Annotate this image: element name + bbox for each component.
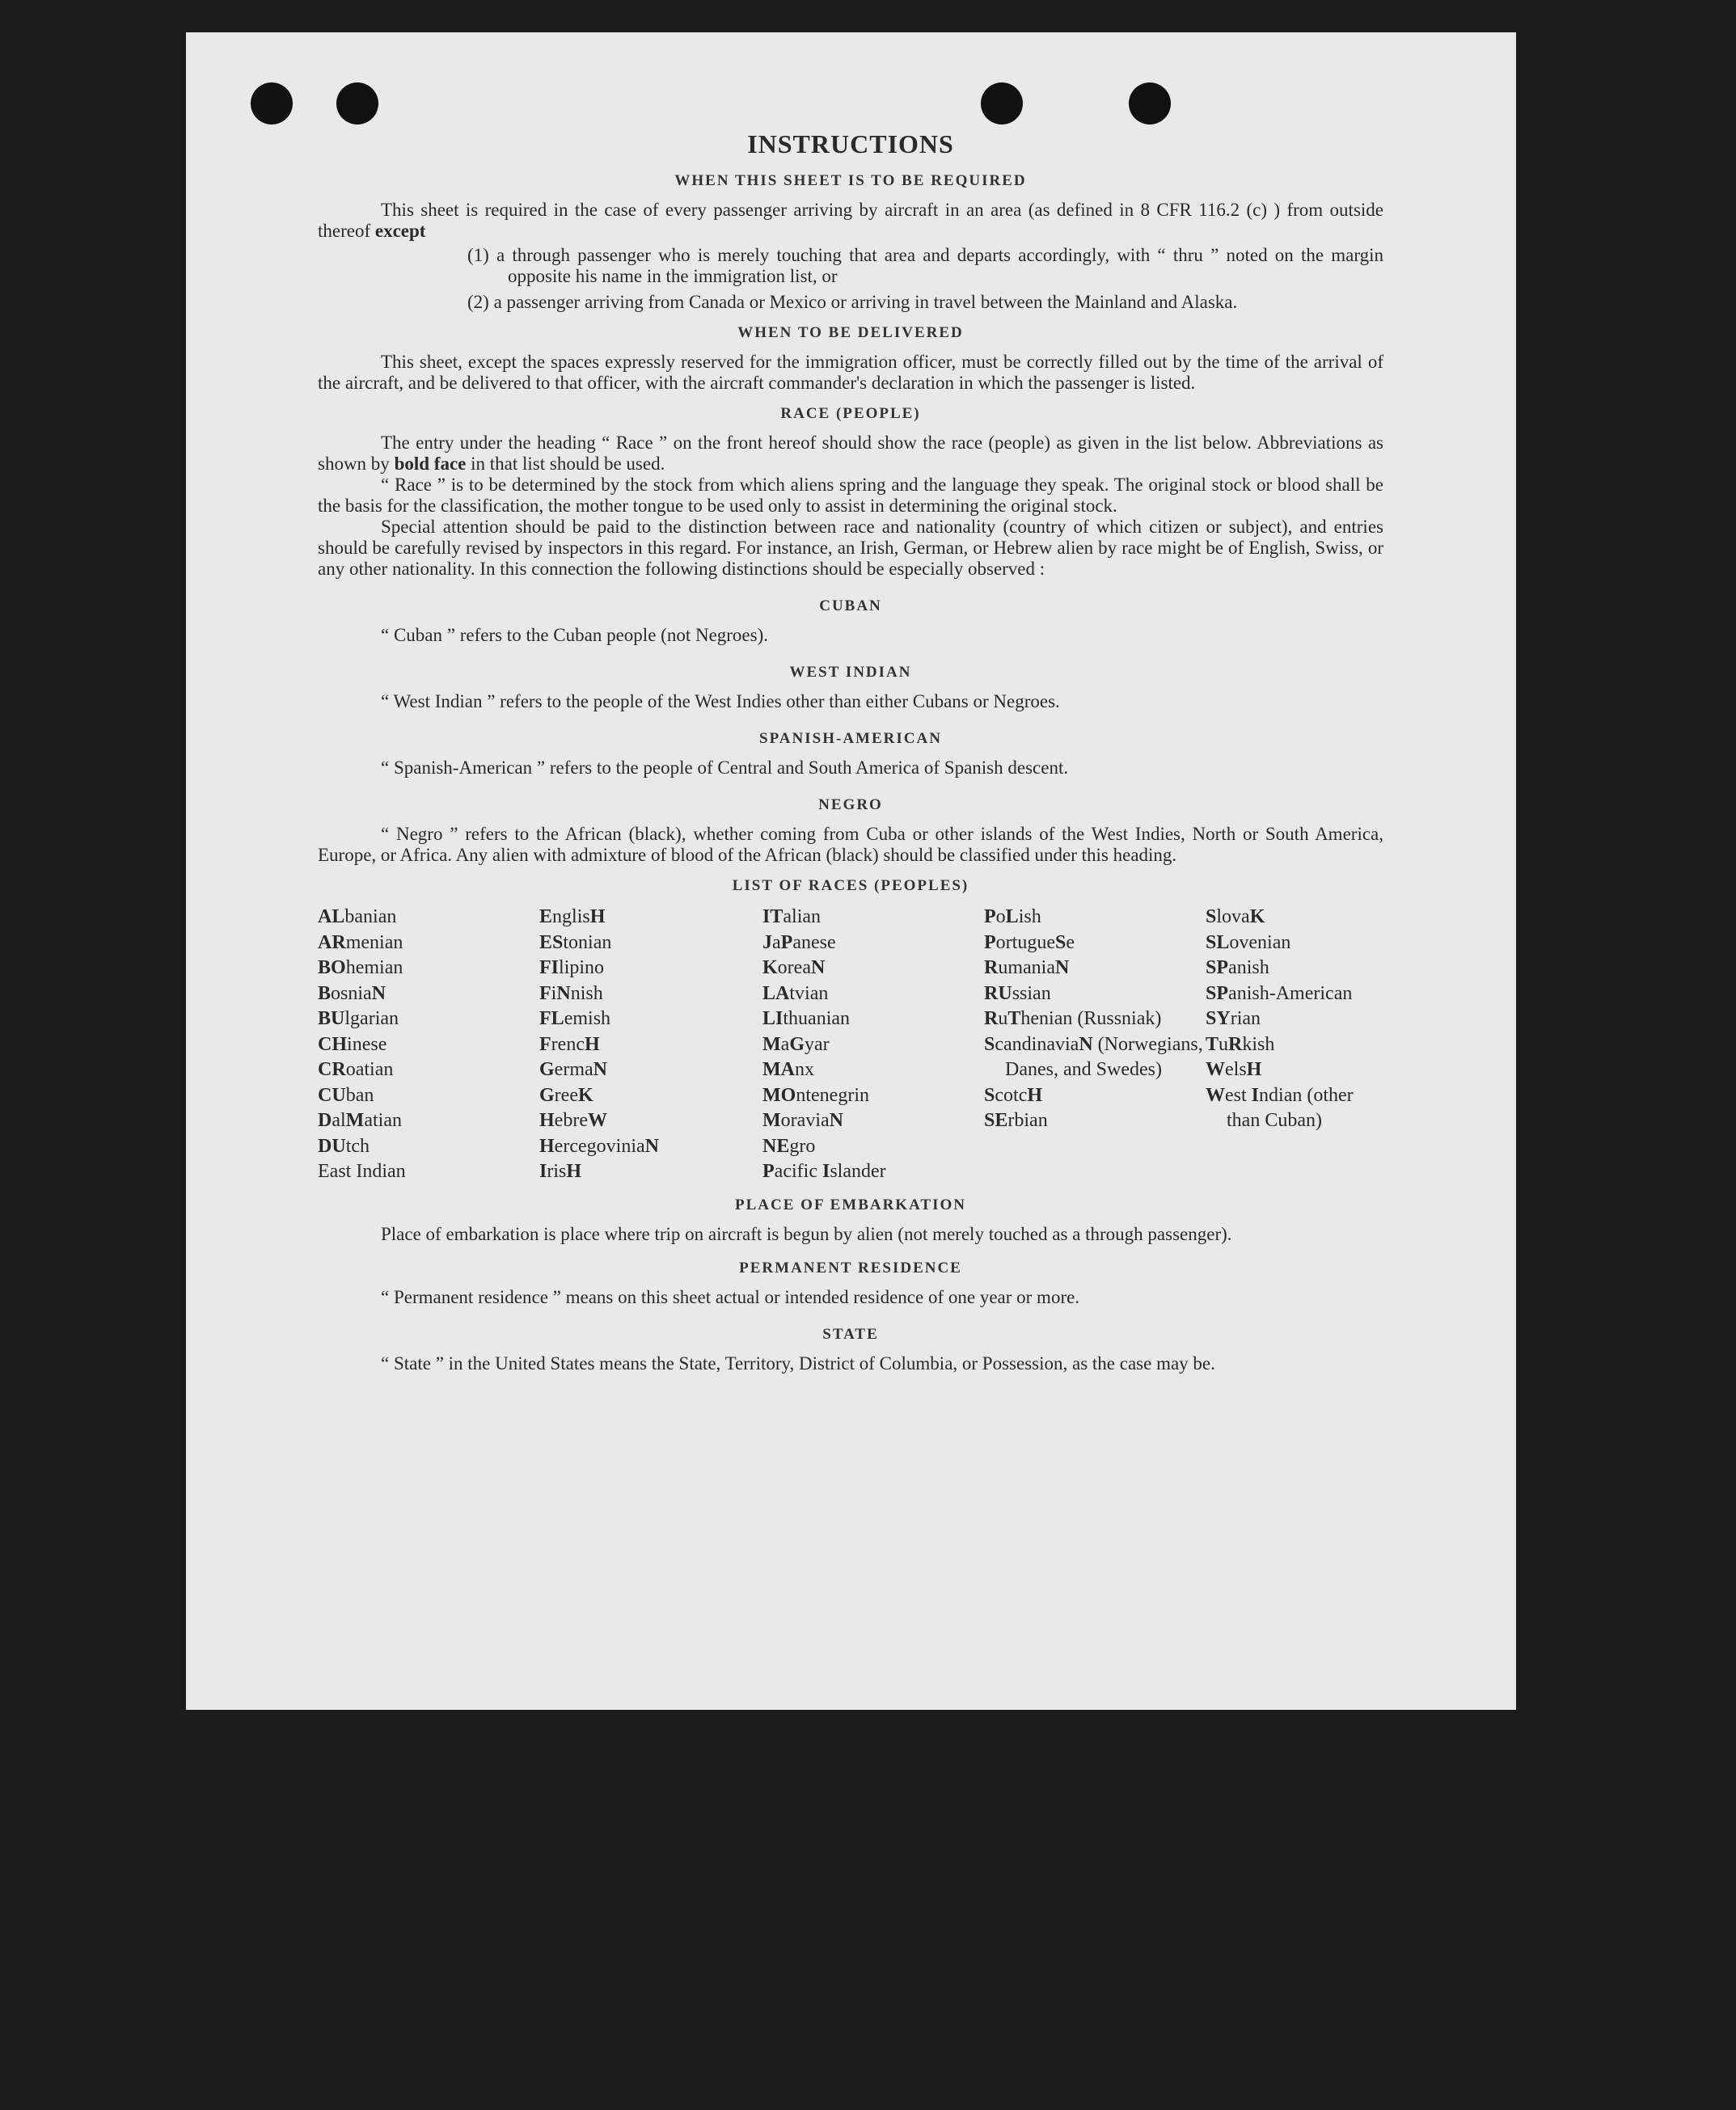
section-heading: WHEN TO BE DELIVERED [737,324,964,341]
punch-hole-icon [1129,82,1171,124]
race-item: LIthuanian [762,1008,851,1029]
race-list [318,905,1383,1185]
document-page [186,32,1516,1710]
race-item: RuThenian (Russniak) [984,1008,1162,1029]
race-item: PoLish [984,906,1041,927]
race-item: West Indian (other than Cuban) [1206,1084,1354,1131]
race-item: PortugueSe [984,931,1075,953]
race-item: SlovaK [1206,906,1265,927]
race-item: East Indian [318,1161,406,1182]
race-item: DUtch [318,1135,370,1157]
section-heading: PERMANENT RESIDENCE [739,1259,962,1277]
race-item: SPanish-American [1206,982,1353,1004]
race-item: ITalian [762,906,822,927]
section-heading: CUBAN [819,597,882,614]
section-heading: PLACE OF EMBARKATION [735,1196,966,1213]
race-item: GermaN [539,1059,607,1080]
paragraph: “ Permanent residence ” means on this sheet actual or intended residence of one year or more. [381,1286,1080,1307]
paragraph: Place of embarkation is place where trip on aircraft is begun by alien (not merely touched as a through passenger). [381,1223,1232,1244]
race-item: DalMatian [318,1110,402,1131]
section-heading: WHEN THIS SHEET IS TO BE REQUIRED [674,172,1027,189]
race-item: FIlipino [539,957,605,978]
paragraph: “ Spanish-American ” refers to the people of Central and South America of Spanish descent. [381,757,1069,778]
race-item: SPanish [1206,957,1269,978]
race-item: BUlgarian [318,1008,399,1029]
paragraph: “ Negro ” refers to the African (black), whether coming from Cuba or other islands of the West Indies, North or South America, Europe, or Africa. Any alien with admixture of blood of the African (black) should be classified under this heading. [318,824,1383,865]
race-item: FLemish [539,1008,611,1029]
list-item: (2) a passenger arriving from Canada or Mexico or arriving in travel between the Mainland and Alaska. [467,292,1238,312]
race-item: WelsH [1206,1059,1262,1080]
race-item: BOhemian [318,957,403,978]
race-item: IrisH [539,1161,582,1182]
race-item: ARmenian [318,931,403,953]
document-content [318,129,1383,1374]
section-heading: NEGRO [818,796,883,813]
race-item: NEgro [762,1135,816,1157]
race-item: EStonian [539,931,612,953]
paragraph: The entry under the heading “ Race ” on the front hereof should show the race (people) as given in the list below. Abbreviations as shown by bold face in that list should be used. [318,433,1383,474]
section-heading: LIST OF RACES (PEOPLES) [732,877,969,894]
paragraph: This sheet, except the spaces expressly reserved for the immigration officer, must be correctly filled out by the time of the arrival of the aircraft, and be delivered to that officer, with the aircraft commander's declaration in which the passenger is listed. [318,352,1383,393]
paragraph: “ Race ” is to be determined by the stock from which aliens spring and the language they speak. The original stock or blood shall be the basis for the classification, the mother tongue to be used only to assist in determining the original stock. [318,475,1383,516]
race-column [762,905,984,1185]
race-item: JaPanese [762,931,836,953]
race-item: RUssian [984,982,1051,1004]
section-heading: RACE (PEOPLE) [780,405,921,422]
race-item: SLovenian [1206,931,1291,953]
paragraph: “ Cuban ” refers to the Cuban people (not Negroes). [381,625,769,645]
race-column [1206,905,1383,1185]
section-heading: SPANISH-AMERICAN [759,730,942,747]
paragraph: “ State ” in the United States means the State, Territory, District of Columbia, or Possession, as the case may be. [381,1353,1215,1374]
race-item: FrencH [539,1033,600,1055]
paragraph: Special attention should be paid to the distinction between race and nationality (country of which citizen or subject), and entries should be carefully revised by inspectors in this regard. For instance, an Irish, German, or Hebrew alien by race might be of English, Swiss, or any other nationality. In this connection the following distinctions should be especially observed : [318,517,1383,579]
race-item: CRoatian [318,1059,394,1080]
race-item: MAnx [762,1059,814,1080]
section-heading: STATE [822,1325,879,1343]
race-item: CHinese [318,1033,387,1055]
punch-hole-icon [251,82,293,124]
race-item: EnglisH [539,906,606,927]
race-item: MaGyar [762,1033,830,1055]
race-item: KoreaN [762,957,826,978]
race-item: BosniaN [318,982,386,1004]
race-item: Pacific Islander [762,1161,886,1182]
race-column [539,905,762,1185]
punch-hole-icon [336,82,378,124]
race-item: LAtvian [762,982,829,1004]
race-item: SYrian [1206,1008,1261,1029]
section-heading: WEST INDIAN [789,664,912,681]
race-item: MOntenegrin [762,1084,869,1106]
punch-hole-icon [981,82,1023,124]
race-item: HercegoviniaN [539,1135,659,1157]
race-item: SErbian [984,1110,1048,1131]
race-item: MoraviaN [762,1110,843,1131]
paragraph: “ West Indian ” refers to the people of the West Indies other than either Cubans or Negroes. [381,691,1060,711]
race-item: HebreW [539,1110,607,1131]
race-column [984,905,1206,1185]
race-item: TuRkish [1206,1033,1275,1055]
race-item: ScandinaviaN (Norwegians, Danes, and Swedes) [984,1033,1203,1080]
page-title: INSTRUCTIONS [747,129,954,158]
paragraph: This sheet is required in the case of every passenger arriving by aircraft in an area (as defined in 8 CFR 116.2 (c) ) from outside thereof except [318,200,1383,241]
race-item: GreeK [539,1084,593,1106]
race-item: FiNnish [539,982,603,1004]
race-item: ALbanian [318,906,397,927]
race-item: RumaniaN [984,957,1070,978]
race-item: CUban [318,1084,374,1106]
race-item: ScotcH [984,1084,1043,1106]
race-column [318,905,539,1185]
list-item: (1) a through passenger who is merely touching that area and departs accordingly, with “ thru ” noted on the margin opposite his name in the immigration list, or [467,245,1383,286]
